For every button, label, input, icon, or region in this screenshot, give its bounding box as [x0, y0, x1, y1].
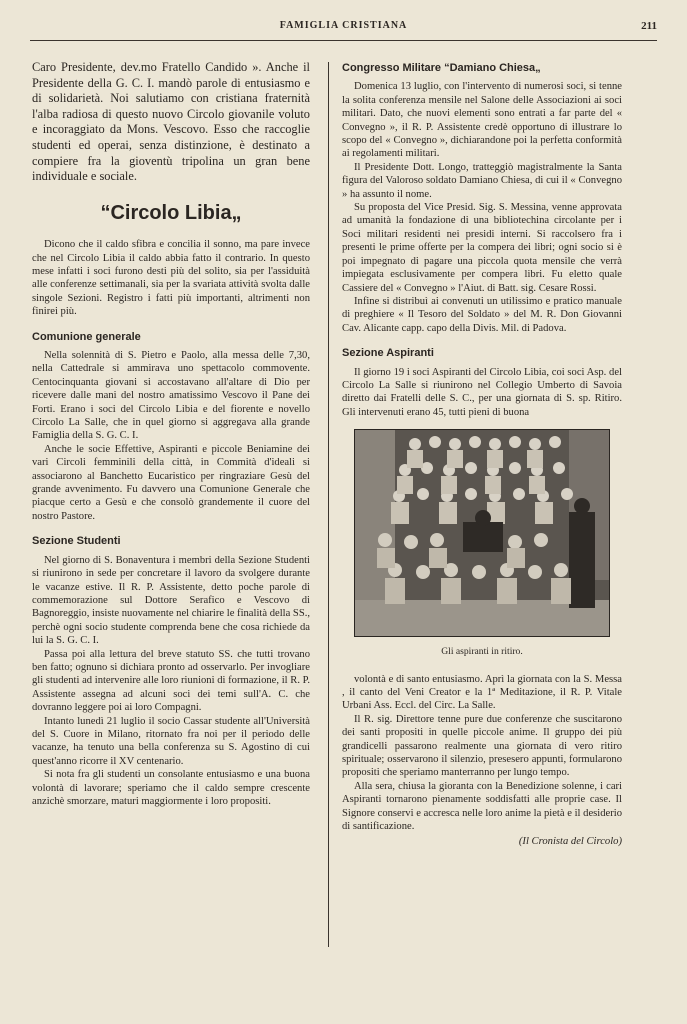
column-divider	[328, 62, 329, 947]
article-paragraph: Nella solennità di S. Pietro e Paolo, alla messa delle 7,30, nella Cattedrale si ammirava uno spettacolo commovente. Centocinquanta giovani si accostavano all'altare di Dio per ricevere dalle mani del nostro amatissimo Vescovo il Pane dei Forti. Erano i soci del Circolo Libia e del fiorente e novello Circolo La Salle, che in quel giorno si aggregava alla grande Famiglia della S. G. C. I.	[32, 350, 310, 442]
group-photo-illustration	[355, 430, 609, 636]
article-paragraph: Alla sera, chiusa la gioranta con la Benedizione solenne, i cari Aspiranti tornarono pienamente soddisfatti alle proprie case. Il Signore conservi e accresca nelle loro anime la pietà e il desiderio di santificazione.	[342, 780, 622, 833]
group-photo	[354, 429, 610, 637]
section-heading-comunione: Comunione generale	[32, 330, 141, 343]
left-column	[32, 60, 310, 808]
section-heading-studenti: Sezione Studenti	[32, 535, 121, 548]
article-paragraph: Nel giorno di S. Bonaventura i membri della Sezione Studenti si riunirono in sede per concretare il lavoro da svolgere durante le vacanze estive. Il R. P. Assistente, detto poche parole di commemorazione sul Dottore Serafico e Vescovo di Bagnoreggio, insiste nuovamente nel chiarire le finalità della SS., perchè ogni socio studente comprenda bene che cosa richiede da lui la S. G. C. I.	[32, 554, 311, 647]
article-paragraph: Il giorno 19 i soci Aspiranti del Circolo Libia, coi soci Asp. del Circolo La Salle si riunirono nel Collegio Umberto di Savoia diretto dai Fratelli delle S. C., per una giornata di S. sp. Ritiro. Gli intervenuti erano 45, tutti pieni di buona	[342, 366, 622, 418]
section-heading-aspiranti: Sezione Aspiranti	[342, 347, 434, 360]
article-paragraph: Domenica 13 luglio, con l'intervento di numerosi soci, si tenne la solita conferenza mensile nel Salone delle Associazioni ai soci militari. Dato, che nuovi elementi sono entrati a far parte del « Convegno », il R. P. Assistente credè opportuno di illustrare lo scopo del « Convegno », dichiarandone poi la perfetta conformità ai regolamenti militari.	[342, 81, 622, 160]
intro-block	[32, 60, 310, 185]
article-paragraph: Passa poi alla lettura del breve statuto SS. che tutti trovano ben fatto; ognuno si dichiara pronto ad osservarlo. Per invogliare gli studenti ad intervenire alle loro riunioni di formazione, il R. P. Assistente assegna ad alcuni soci dei temi sull'A. C. che dovranno leggere poi ai loro Compagni.	[32, 648, 310, 714]
article-paragraph: Si nota fra gli studenti un consolante entusiasmo e una buona volontà di lavorare; speriamo che il caldo sempre crescente anzichè smorzare, maturi maggiormente i loro propositi.	[32, 769, 310, 807]
section-heading-congresso: Congresso Militare “Damiano Chiesa„	[342, 62, 541, 74]
photo-caption: Gli aspiranti in ritiro.	[441, 646, 523, 658]
article-paragraph: Il R. sig. Direttore tenne pure due conferenze che suscitarono dei santi propositi in quelle piccole anime. Il gruppo dei più grandicelli passarono realmente una giornata di vero ritiro spirituale; osservarono il silenzio, presesero appunti, formularono propositi che speriamo manterranno per lungo tempo.	[342, 713, 622, 779]
article-paragraph: Intanto lunedì 21 luglio il socio Cassar studente all'Università del S. Cuore in Milano, ritornato fra noi per il periodo delle vacanze, ha tenuto una bella conferenza su S. Agostino di cui quest'anno ricorre il XV centenario.	[32, 715, 310, 767]
article-signature: (Il Cronista del Circolo)	[518, 836, 622, 848]
right-column	[342, 60, 622, 849]
intro-paragraph: Caro Presidente, dev.mo Fratello Candido ». Anche il Presidente della G. C. I. mandò parole di entusiasmo e di solidarietà. Noi salutiamo con cristiana fraternità l'alba radiosa di questo nuovo Circolo giovanile voluto e incoraggiato da Mons. Vescovo. Esso che raccoglie studenti ed operai, senza distinzione, è destinato a compiere fra la gioventù tripolina un gran bene individuale e sociale.	[32, 60, 310, 184]
article-paragraph: Infine si distribuì ai convenuti un utilissimo e pratico manuale di preghiere « Il Tesoro del Soldato » del M. R. Don Giovanni Cav. Alicante capp. capo della Divis. Mil. di Padova.	[342, 295, 622, 334]
article-paragraph: Dicono che il caldo sfibra e concilia il sonno, ma pare invece che nel Circolo Libia il caldo abbia fatto il contrario. In questo mese infatti i soci furono desti più del solito, sia per l'assiduità alle conferenze settimanali, sia per la svariata attività svolta dalle singole Sezioni. Registro i fatti più importanti, altrimenti non finirei più.	[32, 239, 310, 318]
page-header	[30, 20, 657, 38]
header-rule	[30, 40, 657, 41]
article-paragraph: Su proposta del Vice Presid. Sig. S. Messina, venne approvata ad umanità la fondazione di una bibliotechina circolante per i Soci militari residenti nei presidi interni. Si raccolsero fra i presenti le prime offerte per la compera dei libri; ogni socio si è poi impegnato di pagare una piccola quota mensile che verrà impiegata esclusivamente per compera libri. Fu eletto quale Cassiere del « Convegno » l'Aiut. di Batt. sig. Cesare Rossi.	[342, 202, 622, 294]
article-paragraph: Anche le socie Effettive, Aspiranti e piccole Beniamine dei vari Circoli femminili della città, in Commità d'ideali si associarono al Banchetto Eucaristico per ringraziare Gesù del grande avvenimento. Fu davvero una Comunione Generale che piacque certo a Gesù e che consolò grandemente il cuore del nostro Pastore.	[32, 443, 310, 522]
magazine-title: FAMIGLIA CRISTIANA	[279, 20, 408, 31]
article-title: “Circolo Libia„	[100, 201, 242, 224]
article-paragraph: Il Presidente Dott. Longo, tratteggiò magistralmente la Santa figura del Valoroso soldato Damiano Chiesa, di cui il « Convegno » ha assunto il nome.	[342, 161, 622, 200]
page-number: 211	[641, 20, 657, 32]
article-paragraph: volontà e di santo entusiasmo. Aprì la giornata con la S. Messa , il canto del Veni Creator e la 1ª Meditazione, il R. P. Vitale Urbani Ass. Eccl. del Circ. La Salle.	[342, 673, 622, 712]
